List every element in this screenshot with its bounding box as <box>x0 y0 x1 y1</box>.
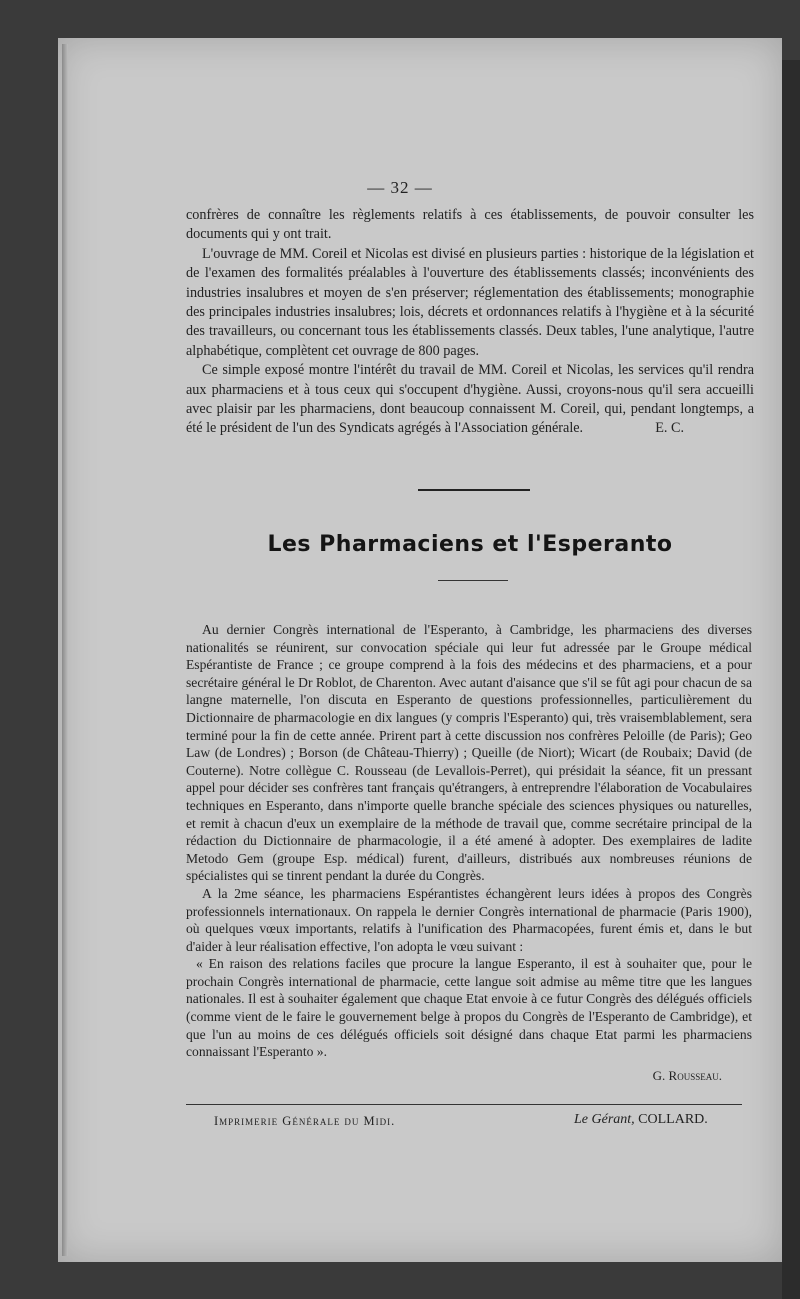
intro-section <box>186 206 754 439</box>
manager-credit <box>574 1112 708 1128</box>
article-signature: G. Rousseau. <box>652 1068 722 1083</box>
page-edge-shadow <box>782 60 800 1299</box>
article-body <box>186 621 752 1061</box>
printer-imprint: Imprimerie Générale du Midi. <box>214 1114 396 1128</box>
article-paragraph-2: A la 2me séance, les pharmaciens Espérantistes échangèrent leurs idées à propos des Congrès professionnels internationaux. On rappela le dernier Congrès international de pharmacie (Paris 1900), où quelques vœux importants, relatifs à l'unification des Pharmacopées, furent émis et, dans le but d'aider à leur réalisation effective, l'on adopta le vœu suivant : <box>186 885 752 954</box>
footer-rule <box>186 1104 742 1105</box>
intro-paragraph-3: Ce simple exposé montre l'intérêt du travail de MM. Coreil et Nicolas, les services qu'il rendra aux pharmaciens et à tous ceux qui s'occupent d'hygiène. Aussi, croyons-nous qu'il sera accueilli avec plaisir par les pharmaciens, dont beaucoup connaissent M. Coreil, qui, pendant longtemps, a été le président de l'un des Syndicats agrégés à l'Association générale. <box>186 362 754 437</box>
intro-paragraph-2: L'ouvrage de MM. Coreil et Nicolas est divisé en plusieurs parties : historique de la législation et de l'examen des formalités préalables à l'ouverture des établissements classés; inconvénients des industries insalubres et moyen de s'en préserver; réglementation des établissements; monographie des principales industries insalubres; lois, décrets et ordonnances relatifs à l'hygiène et à la sécurité des travailleurs, ou concernant tous les établissements classés. Deux tables, l'une analytique, l'autre alphabétique, complètent cet ouvrage de 800 pages. <box>186 245 754 359</box>
intro-paragraph-1: confrères de connaître les règlements relatifs à ces établissements, de pouvoir consulter les documents qui y ont trait. <box>186 207 754 243</box>
section-divider <box>418 489 530 491</box>
article-quote: « En raison des relations faciles que procure la langue Esperanto, il est à souhaiter que, pour le prochain Congrès international de pharmacie, cette langue soit admise au même titre que les langues nationales. Il est à souhaiter également que chaque Etat envoie à ce futur Congrès des délégués officiels (comme vient de le faire le gouvernement belge à propos du Congrès de l'Esperanto de Cambridge), et que l'un au moins de ces délégués officiels soit désigné dans chaque Etat parmi les pharmaciens connaissant l'Esperanto ». <box>186 956 752 1060</box>
page-binding <box>62 44 68 1256</box>
manager-label: Le Gérant, <box>574 1112 635 1127</box>
intro-signature: E. C. <box>655 420 684 437</box>
title-underline <box>438 580 508 581</box>
article-paragraph-1: Au dernier Congrès international de l'Esperanto, à Cambridge, les pharmaciens des diverses nationalités se réunirent, sur convocation spéciale qui leur fut adressée par le Groupe médical Espérantiste de France ; ce groupe comprend à la fois des médecins et des pharmaciens, et a pour secrétaire général le Dr Roblot, de Charenton. Avec autant d'aisance que s'il se fût agi pour chacun de sa langne maternelle, l'on discuta en Esperanto de questions professionnelles, particulièrement du Dictionnaire de pharmacologie en dix langues (y compris l'Esperanto) qui, très vraisemblablement, sera terminé pour la fin de cette année. Prirent part à cette discussion nos confrères Peloille (de Paris); Geo Law (de Londres) ; Borson (de Château-Thierry) ; Queille (de Niort); Wicart (de Roubaix; David (de Couterne). Notre collègue C. Rousseau (de Levallois-Perret), qui présidait la séance, fit un pressant appel pour décider ses confrères tant français qu'étrangers, à entreprendre l'élaboration de Vocabulaires techniques en Esperanto, dans n'importe quelle branche spéciale des sciences physiques ou naturelles, et remit à chacun d'eux un exemplaire de la méthode de travail que, comme secrétaire principal de la rédaction du Dictionnaire de pharmacologie, il a été amené à adopter. Des exemplaires de ladite Metodo Gem (groupe Esp. médical) furent, d'ailleurs, distribués aux nombreuses réunions de spécialistes qui se tinrent pendant la durée du Congrès. <box>186 622 752 884</box>
article-title: Les Pharmaciens et l'Esperanto <box>267 532 673 557</box>
page-number: — 32 — <box>367 178 433 197</box>
manager-name: COLLARD. <box>638 1112 708 1127</box>
